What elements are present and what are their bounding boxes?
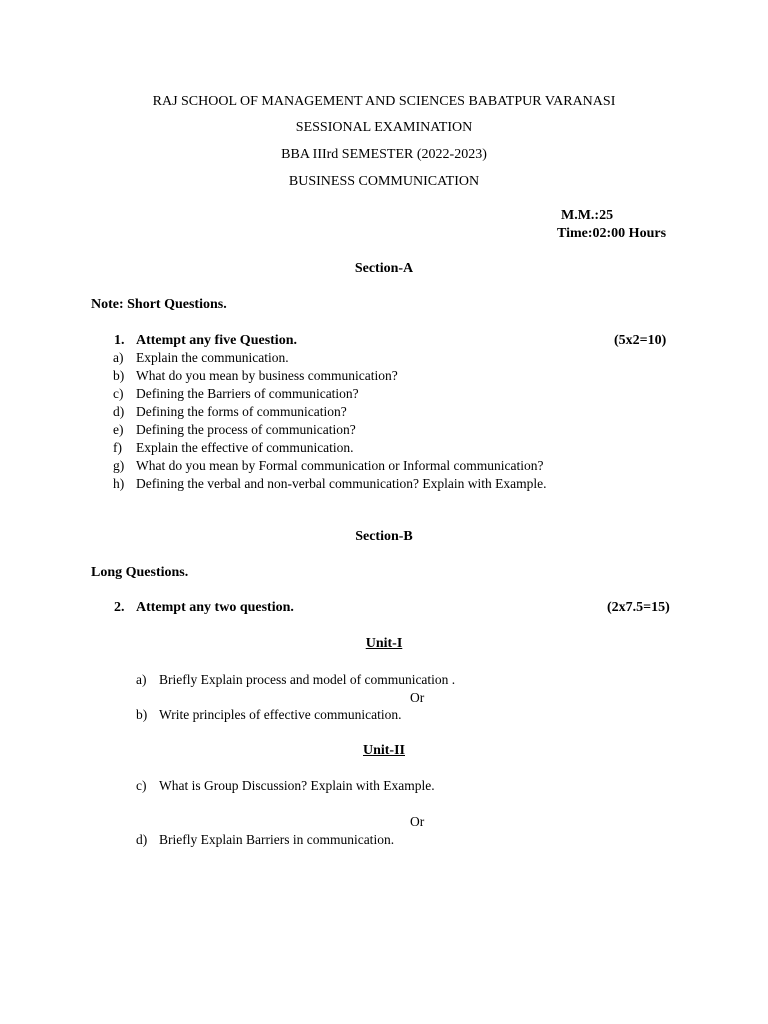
institution-name: RAJ SCHOOL OF MANAGEMENT AND SCIENCES BABATPUR VARANASI	[152, 94, 616, 109]
q2-label-a: a)	[136, 672, 147, 687]
unit-1-title: Unit-I	[365, 636, 403, 651]
q2-label-b: b)	[136, 707, 148, 722]
q2-label-c: c)	[136, 778, 147, 793]
q1-text-f: Explain the effective of communication.	[136, 440, 354, 455]
unit-1-or: Or	[410, 690, 425, 705]
q2-text-a: Briefly Explain process and model of communication .	[159, 672, 456, 687]
q1-label-g: g)	[113, 458, 125, 473]
section-b-note: Long Questions.	[91, 565, 189, 580]
q1-label-e: e)	[113, 422, 124, 437]
q1-text-d: Defining the forms of communication?	[136, 404, 347, 419]
q2-text-d: Briefly Explain Barriers in communication.	[159, 832, 395, 847]
q1-text-c: Defining the Barriers of communication?	[136, 386, 359, 401]
exam-time: Time:02:00 Hours	[557, 226, 667, 241]
q1-label-a: a)	[113, 350, 124, 365]
semester: BBA IIIrd SEMESTER (2022-2023)	[281, 147, 487, 162]
section-a-title: Section-A	[354, 261, 414, 276]
q1-label-h: h)	[113, 476, 125, 491]
q1-label-b: b)	[113, 368, 125, 383]
exam-type: SESSIONAL EXAMINATION	[295, 120, 473, 135]
subject-title: BUSINESS COMMUNICATION	[288, 174, 480, 189]
q2-text-c: What is Group Discussion? Explain with Example.	[159, 778, 435, 793]
q1-text-g: What do you mean by Formal communication or Informal communication?	[136, 458, 544, 473]
q2-marks: (2x7.5=15)	[607, 600, 670, 615]
section-a-note: Note: Short Questions.	[91, 297, 227, 312]
q1-text-e: Defining the process of communication?	[136, 422, 356, 437]
q1-instruction: Attempt any five Question.	[136, 333, 297, 348]
q1-label-f: f)	[113, 440, 122, 455]
q1-text-a: Explain the communication.	[136, 350, 289, 365]
q1-text-h: Defining the verbal and non-verbal communication? Explain with Example.	[136, 476, 547, 491]
q1-number: 1.	[114, 333, 125, 348]
q2-text-b: Write principles of effective communication.	[159, 707, 402, 722]
q1-text-b: What do you mean by business communication?	[136, 368, 398, 383]
section-b-title: Section-B	[355, 529, 413, 544]
q1-marks: (5x2=10)	[614, 333, 667, 348]
max-marks: M.M.:25	[561, 208, 614, 223]
q2-instruction: Attempt any two question.	[136, 600, 294, 615]
q1-label-c: c)	[113, 386, 124, 401]
unit-2-or: Or	[410, 814, 425, 829]
q1-label-d: d)	[113, 404, 125, 419]
unit-2-title: Unit-II	[362, 743, 405, 758]
q2-label-d: d)	[136, 832, 148, 847]
q2-number: 2.	[114, 600, 125, 615]
